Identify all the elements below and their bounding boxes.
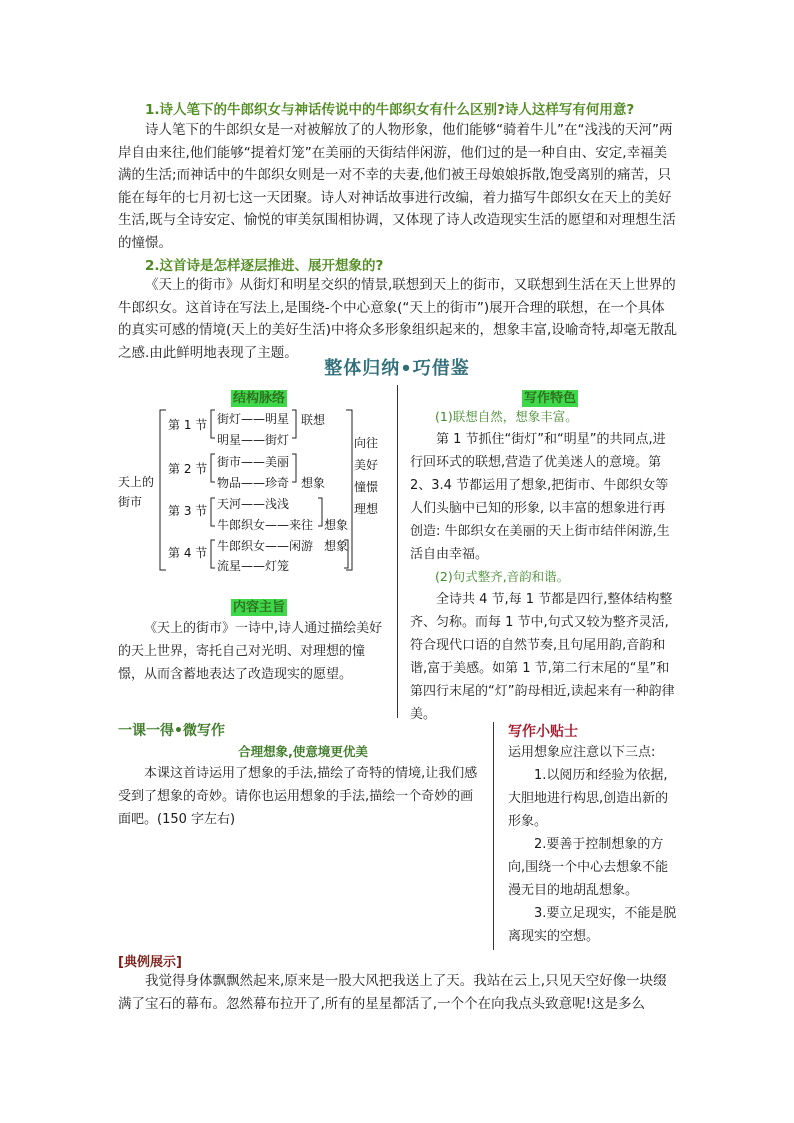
section-2-label: 第 2 节 [168,462,208,476]
theme-text: 《天上的街市》一诗中,诗人通过描绘美好的天上世界，寄托自己对光明、对理想的憧憬，从而含蓄地表达了改造现实的愿望。 [118,621,383,682]
summary-title: 整体归纳•巧借鉴 [324,358,470,379]
question-1: 1.诗人笔下的牛郎织女与神话传说中的牛郎织女有什么区别?诗人这样写有何用意? [145,102,635,118]
line-3a: 天河——浅浅 [217,497,290,511]
ideal-2: 美好 [354,458,379,472]
section-4-label: 第 4 节 [168,546,208,560]
root-line-2: 街市 [118,495,143,509]
line-1b: 明星——街灯 [217,433,290,447]
features-content [410,406,678,726]
tag-1: 联想 [301,413,326,427]
tips-content [508,741,678,948]
tip-3: 3.要立足现实，不能是脱离现实的空想。 [508,906,677,944]
tip-2: 2.要善于控制想象的方向,围绕一个中心去想象不能漫无目的地胡乱想象。 [508,837,669,898]
line-2a: 街市——美丽 [217,455,290,469]
tips-divider [493,722,494,950]
tag-2: 想象 [301,476,326,490]
line-1a: 街灯——明星 [217,412,290,426]
features-heading [522,387,578,406]
features-heading-label: 写作特色 [524,391,577,406]
root-label [118,472,154,512]
ideal-1: 向往 [354,436,379,450]
ideal-column [354,432,378,520]
ideal-3: 憧憬 [354,480,379,494]
feature-2-title: (2)句式整齐,音韵和谐。 [435,569,570,584]
feature-1-title: (1)联想自然，想象丰富。 [435,409,578,424]
answer-2: 《天上的街市》从街灯和明星交织的情景,联想到天上的街市，又联想到生活在天上世界的牛郎织女。这首诗在写法上,是围绕-个中心意象(“天上的街市”)展开合理的联想，在一个具体的真实可感的情境(天上的美好生活)中将众多形象组织起来的，想象丰富,设喻奇特,却毫无散乱之感.由此鲜明地表现了主题。 [118,277,678,361]
structure-diagram [118,404,398,576]
writing-prompt: 本课这首诗运用了想象的手法,描绘了奇特的情境,让我们感受到了想象的奇妙。请你也运用想象的手法,描绘一个奇妙的画面吧。(150 字左右) [118,766,478,827]
line-3b: 牛郎织女——来往 [217,518,314,532]
example-text: 我觉得身体飘飘然起来,原来是一股大风把我送上了天。我站在云上,只见天空好像一块缀满了宝石的幕布。忽然幕布拉开了,所有的星星都活了,一个个在向我点头致意呢!这是多么 [118,973,667,1012]
tip-1: 1.以阅历和经验为依据,大胆地进行构思,创造出新的形象。 [508,768,669,829]
line-4a: 牛郎织女——闲游 [217,539,314,553]
theme-heading-label: 内容主旨 [233,600,286,615]
feature-2-text: 全诗共 4 节,每 1 节都是四行,整体结构整齐、匀称。而每 1 节中,句式又较为整齐灵活,符合现代口语的自然节奏,且句尾用韵,音韵和谐,富于美感。如第 1 节,第二行末尾的“星”和第四行末尾的“灯”韵母相近,读起来有一种韵律美。 [410,592,675,722]
structure-heading-label: 结构脉络 [233,391,286,406]
ideal-4: 理想 [354,502,379,516]
theme-heading [231,596,287,615]
line-2b: 物品——珍奇 [217,476,290,490]
writing-heading: 一课一得•微写作 [118,723,225,739]
section-3-label: 第 3 节 [168,504,208,518]
feature-1-text: 第 1 节抓住“街灯”和“明星”的共同点,进行回环式的联想,营造了优美迷人的意境。第 2、3.4 节都运用了想象,把街市、牛郎织女等人们头脑中已知的形象, 以丰富的想象进行再创造: 牛郎织女在美丽的天上街市结伴闲游,生活自由幸福。 [410,432,670,562]
section-1-label: 第 1 节 [168,418,208,432]
tag-4: 想象 [324,539,349,553]
root-line-1: 天上的 [118,475,155,489]
tag-3: 想象 [324,518,349,532]
answer-1: 诗人笔下的牛郎织女是一对被解放了的人物形象，他们能够“骑着牛儿”在“浅浅的天河”两岸自由来往,他们能够“提着灯笼”在美丽的天街结伴闲游，他们过的是一种自由、安定,幸福美满的生活;而神话中的牛郎织女则是一对不幸的夫妻,他们被王母娘娘拆散,饱受离别的痛苦，只能在每年的七月初七这一天团聚。诗人对神话故事进行改编，着力描写牛郎织女在天上的美好生活,既与全诗安定、愉悦的审美氛围相协调，又体现了诗人改造现实生活的愿望和对理想生活的憧憬。 [118,122,676,251]
tips-heading: 写作小贴士 [508,724,578,740]
question-2: 2.这首诗是怎样逐层推进、展开想象的? [145,258,384,274]
tips-intro: 运用想象应注意以下三点: [508,745,656,760]
example-heading: [典例展示] [118,955,182,970]
section-qa [118,98,678,364]
line-4b: 流星——灯笼 [217,559,290,573]
writing-subtitle: 合理想象,使意境更优美 [238,744,368,759]
